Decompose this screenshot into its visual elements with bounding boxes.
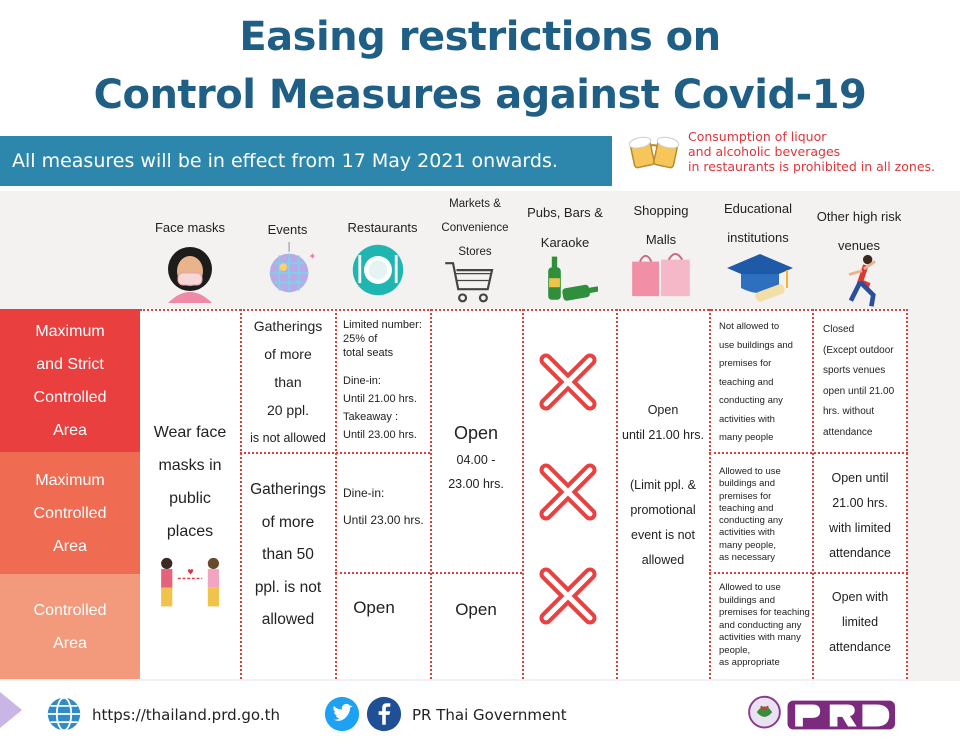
website-link[interactable]: https://thailand.prd.go.th bbox=[92, 706, 280, 724]
grid-line bbox=[709, 309, 711, 679]
woman-face-mask-icon bbox=[160, 243, 220, 303]
social-distancing-icon bbox=[152, 556, 230, 612]
header-events: Events bbox=[267, 222, 308, 237]
beer-mugs-icon bbox=[626, 130, 682, 170]
markets-z12: Open 04.00 - 23.00 hrs. bbox=[448, 423, 504, 491]
svg-text:♥: ♥ bbox=[187, 567, 194, 577]
zone-max-strict: Maximum and Strict Controlled Area bbox=[0, 309, 140, 452]
grid-line bbox=[709, 572, 908, 574]
title-line-1: Easing restrictions on bbox=[239, 14, 721, 60]
prohibited-x-icon bbox=[536, 564, 600, 628]
prohibited-x-icon bbox=[536, 460, 600, 524]
plate-cutlery-icon bbox=[350, 242, 406, 298]
liquor-prohibition-note: Consumption of liquor and alcoholic beverages in restaurants is prohibited in all zones. bbox=[688, 129, 935, 174]
effective-date-banner: All measures will be in effect from 17 May 2021 onwards. bbox=[0, 136, 612, 186]
education-z2: Allowed to use buildings and premises for teaching and conducting any activities with many people, as necessary bbox=[719, 466, 783, 564]
header-other: Other high risk venues bbox=[816, 209, 902, 253]
decorative-triangle bbox=[0, 692, 24, 728]
header-malls: Shopping Malls bbox=[633, 203, 689, 247]
shopping-cart-icon bbox=[442, 258, 497, 310]
running-person-icon bbox=[838, 254, 888, 310]
facebook-icon[interactable] bbox=[366, 696, 402, 732]
education-z1: Not allowed to use buildings and premises for teaching and conducting any activities with many people bbox=[719, 321, 793, 443]
twitter-icon[interactable] bbox=[324, 696, 360, 732]
markets-z3: Open bbox=[455, 600, 497, 619]
grid-line bbox=[240, 452, 430, 454]
other-z1: Closed (Except outdoor sports venues open until 21.00 hrs. without attendance bbox=[823, 324, 895, 438]
other-z3: Open with limited attendance bbox=[829, 590, 891, 654]
shopping-bags-icon bbox=[628, 252, 694, 300]
restaurants-z3: Open bbox=[353, 598, 395, 617]
svg-text:✦: ✦ bbox=[308, 251, 317, 263]
prohibited-x-icon bbox=[536, 350, 600, 414]
social-account-name: PR Thai Government bbox=[412, 706, 567, 724]
grid-line bbox=[522, 309, 524, 679]
globe-icon bbox=[46, 696, 82, 732]
disco-ball-icon bbox=[262, 242, 320, 300]
grid-top-line bbox=[140, 309, 908, 311]
beer-bottles-icon bbox=[538, 253, 598, 307]
header-restaurants: Restaurants bbox=[347, 220, 418, 235]
header-pubs: Pubs, Bars & Karaoke bbox=[527, 205, 603, 250]
events-z1: Gatherings of more than 20 ppl. is not allowed bbox=[250, 318, 326, 445]
malls-rule: Open until 21.00 hrs. (Limit ppl. & promotional event is not allowed bbox=[622, 403, 704, 567]
grid-line bbox=[335, 309, 337, 679]
restaurants-z2: Dine-in: Until 23.00 hrs. bbox=[343, 486, 424, 527]
header-face-masks: Face masks bbox=[154, 220, 226, 235]
zone-controlled: Controlled Area bbox=[0, 574, 140, 679]
prd-logo bbox=[744, 691, 904, 739]
zone-max-controlled: Maximum Controlled Area bbox=[0, 452, 140, 574]
header-markets: Markets & Convenience Stores bbox=[441, 198, 509, 258]
header-education: Educational institutions bbox=[724, 201, 792, 245]
title-line-2: Control Measures against Covid-19 bbox=[93, 72, 867, 118]
grid-line bbox=[335, 572, 522, 574]
face-masks-rule: Wear face masks in public places bbox=[153, 424, 227, 540]
graduation-cap-icon bbox=[724, 248, 796, 308]
restaurants-z1: Limited number: 25% of total seats Dine-in: Until 21.00 hrs. Takeaway : Until 23.00 hrs. bbox=[343, 319, 422, 441]
other-z2: Open until 21.00 hrs. with limited attendance bbox=[829, 471, 891, 560]
education-z3: Allowed to use buildings and premises for teaching and conducting any activities with many people, as appropriate bbox=[719, 582, 810, 668]
grid-line bbox=[709, 452, 908, 454]
events-z23: Gatherings of more than 50 ppl. is not allowed bbox=[250, 481, 326, 628]
